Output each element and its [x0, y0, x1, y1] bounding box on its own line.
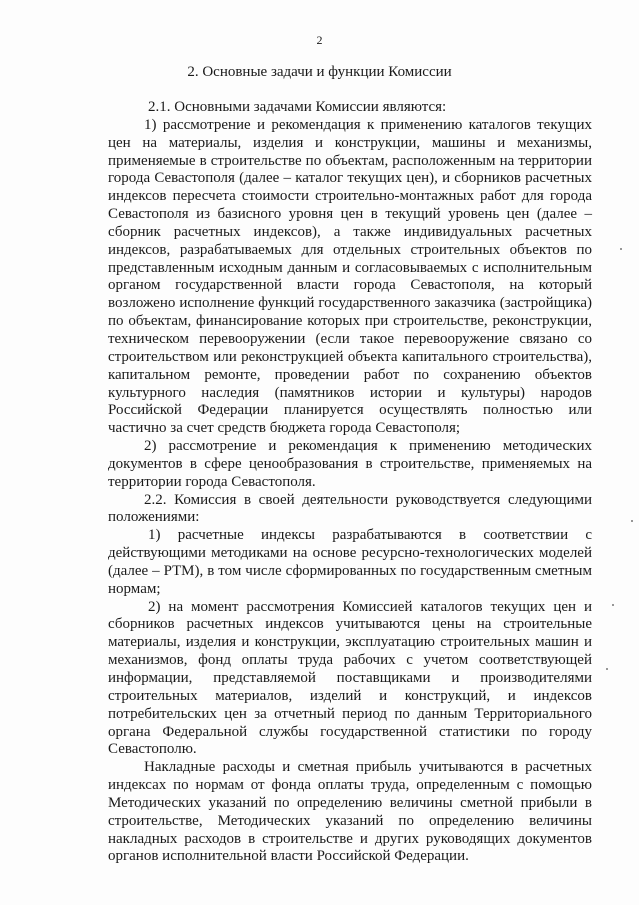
- paragraph: 2.1. Основными задачами Комиссии являются:: [148, 99, 447, 115]
- paragraph: 1) расчетные индексы разрабатываются в соответствии с действующими методиками на основе ресурсно-технологических моделей (далее – РТМ), в том числе сформированных по государственным сметным нормам;: [108, 527, 592, 597]
- paragraph: Накладные расходы и сметная прибыль учитываются в расчетных индексах по нормам от фонда оплаты труда, определенным с помощью Методических указаний по определению величины сметной прибыли в строительстве, Методических указаний по определению величины накладных расходов в строительстве и других руководящих документов органов исполнительной власти Российской Федерации.: [108, 759, 592, 865]
- paragraph: 1) рассмотрение и рекомендация к применению каталогов текущих цен на материалы, изделия и конструкции, машины и механизмы, применяемые в строительстве по объектам, расположенным на территории города Севастополя (далее – каталог текущих цен), и сборников расчетных индексов пересчета стоимости строительно-монтажных работ для города Севастополя из базисного уровня цен в текущий уровень цен (далее – сборник расчетных индексов), а также индивидуальных расчетных индексов, разрабатываемых для отдельных строительных объектов по представленным исходным данным и согласовываемых с исполнительным органом государственной власти города Севастополя, на который возложено исполнение функций государственного заказчика (застройщика) по объектам, финансирование которых при строительстве, реконструкции, техническом перевооружении (если такое перевооружение связано со строительством или реконструкцией объекта капитального строительства), капитальном ремонте, проведении работ по сохранению объектов культурного наследия (памятников истории и культуры) народов Российской Федерации планируется осуществлять полностью или частично за счет средств бюджета города Севастополя;: [108, 116, 592, 437]
- paragraph: 2.2. Комиссия в своей деятельности руководствуется следующими положениями:: [108, 491, 592, 526]
- page-number: 2: [316, 33, 323, 47]
- scan-speck: [612, 604, 614, 606]
- paragraph: 2) рассмотрение и рекомендация к применению методических документов в сфере ценообразования в строительстве, применяемых на территории города Севастополя.: [108, 438, 592, 490]
- scan-speck: [620, 248, 622, 250]
- scan-speck: [631, 520, 633, 522]
- paragraph: 2) на момент рассмотрения Комиссией каталогов текущих цен и сборников расчетных индексов учитываются цены на строительные материалы, изделия и конструкции, эксплуатацию строительных машин и механизмов, фонд оплаты труда рабочих с учетом соответствующей информации, представляемой поставщиками и производителями строительных материалов, изделий и конструкций, и индексов потребительских цен за отчетный период по данным Территориального органа Федеральной службы государственной статистики по городу Севастополю.: [108, 598, 592, 758]
- section-heading: 2. Основные задачи и функции Комиссии: [187, 64, 452, 80]
- scan-speck: [606, 668, 608, 670]
- document-body: [108, 99, 592, 866]
